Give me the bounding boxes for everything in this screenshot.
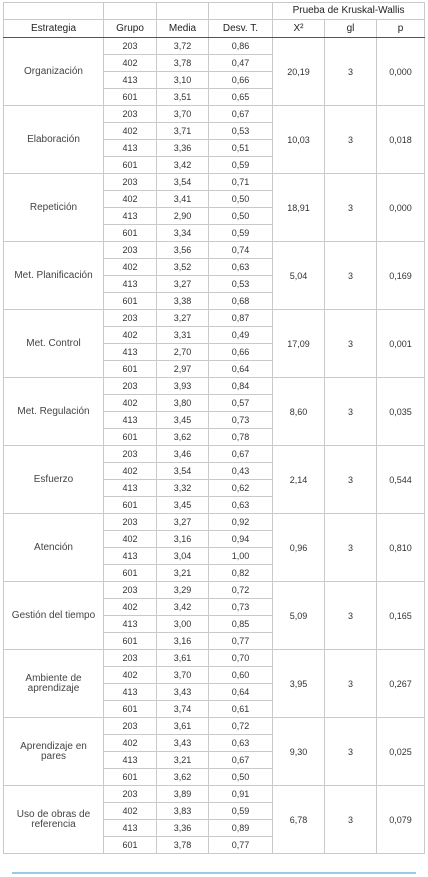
sd-cell: 0,77 [209,633,273,650]
sd-cell: 0,63 [209,259,273,276]
gl-cell: 3 [325,582,377,650]
mean-cell: 3,89 [157,786,209,803]
sd-cell: 0,84 [209,378,273,395]
mean-cell: 3,36 [157,140,209,157]
sd-cell: 0,64 [209,684,273,701]
kruskal-wallis-table [3,2,425,854]
mean-cell: 3,46 [157,446,209,463]
group-cell: 601 [104,293,157,310]
sd-cell: 0,66 [209,72,273,89]
test-group-header: Prueba de Kruskal-Wallis [273,3,425,20]
strategy-name: Esfuerzo [4,446,104,514]
p-cell: 0,079 [377,786,425,854]
mean-cell: 3,51 [157,89,209,106]
group-cell: 203 [104,514,157,531]
sd-cell: 0,70 [209,650,273,667]
table-row [4,650,425,667]
col-header-strategy: Estrategia [4,20,104,38]
group-cell: 601 [104,225,157,242]
mean-cell: 3,93 [157,378,209,395]
sd-cell: 0,73 [209,599,273,616]
group-cell: 402 [104,463,157,480]
col-header-gl: gl [325,20,377,38]
group-cell: 601 [104,769,157,786]
sd-cell: 0,71 [209,174,273,191]
sd-cell: 0,57 [209,395,273,412]
gl-cell: 3 [325,310,377,378]
sd-cell: 0,51 [209,140,273,157]
group-cell: 203 [104,718,157,735]
mean-cell: 3,62 [157,769,209,786]
chi-cell: 5,04 [273,242,325,310]
mean-cell: 3,71 [157,123,209,140]
sd-cell: 0,87 [209,310,273,327]
mean-cell: 3,32 [157,480,209,497]
strategy-name: Uso de obras de referencia [4,786,104,854]
group-cell: 203 [104,786,157,803]
group-cell: 601 [104,361,157,378]
mean-cell: 3,80 [157,395,209,412]
sd-cell: 0,43 [209,463,273,480]
p-cell: 0,544 [377,446,425,514]
chi-cell: 3,95 [273,650,325,718]
group-cell: 402 [104,803,157,820]
strategy-name: Elaboración [4,106,104,174]
mean-cell: 3,10 [157,72,209,89]
sd-cell: 0,74 [209,242,273,259]
table-row [4,242,425,259]
table-row [4,174,425,191]
strategy-name: Aprendizaje en pares [4,718,104,786]
sd-cell: 0,85 [209,616,273,633]
p-cell: 0,025 [377,718,425,786]
group-cell: 413 [104,820,157,837]
sd-cell: 0,78 [209,429,273,446]
table-row [4,378,425,395]
header-row-top [4,3,425,20]
group-cell: 413 [104,752,157,769]
group-cell: 601 [104,565,157,582]
group-cell: 402 [104,395,157,412]
sd-cell: 0,64 [209,361,273,378]
sd-cell: 0,77 [209,837,273,854]
sd-cell: 0,67 [209,446,273,463]
group-cell: 601 [104,633,157,650]
group-cell: 402 [104,123,157,140]
group-cell: 203 [104,310,157,327]
mean-cell: 3,45 [157,497,209,514]
mean-cell: 3,78 [157,55,209,72]
header-row [4,20,425,38]
group-cell: 402 [104,259,157,276]
gl-cell: 3 [325,786,377,854]
mean-cell: 3,70 [157,667,209,684]
table-row [4,786,425,803]
group-cell: 413 [104,684,157,701]
mean-cell: 3,34 [157,225,209,242]
mean-cell: 2,90 [157,208,209,225]
sd-cell: 0,63 [209,497,273,514]
sd-cell: 0,86 [209,38,273,55]
mean-cell: 3,56 [157,242,209,259]
group-cell: 601 [104,701,157,718]
group-cell: 413 [104,276,157,293]
sd-cell: 0,66 [209,344,273,361]
mean-cell: 3,72 [157,38,209,55]
sd-cell: 1,00 [209,548,273,565]
mean-cell: 3,43 [157,735,209,752]
group-cell: 601 [104,429,157,446]
mean-cell: 3,21 [157,752,209,769]
sd-cell: 0,67 [209,106,273,123]
strategy-name: Repetición [4,174,104,242]
table-row [4,582,425,599]
strategy-name: Met. Control [4,310,104,378]
table-row [4,718,425,735]
chi-cell: 5,09 [273,582,325,650]
table-row [4,514,425,531]
strategy-name: Met. Planificación [4,242,104,310]
mean-cell: 3,61 [157,650,209,667]
sd-cell: 0,61 [209,701,273,718]
mean-cell: 3,61 [157,718,209,735]
p-cell: 0,810 [377,514,425,582]
group-cell: 413 [104,208,157,225]
col-header-sd: Desv. T. [209,20,273,38]
sd-cell: 0,49 [209,327,273,344]
group-cell: 203 [104,38,157,55]
table-body [4,38,425,854]
p-cell: 0,000 [377,38,425,106]
sd-cell: 0,92 [209,514,273,531]
gl-cell: 3 [325,650,377,718]
sd-cell: 0,63 [209,735,273,752]
sd-cell: 0,53 [209,123,273,140]
sd-cell: 0,50 [209,769,273,786]
sd-cell: 0,47 [209,55,273,72]
header-blank [209,3,273,20]
mean-cell: 2,70 [157,344,209,361]
col-header-chi: X² [273,20,325,38]
sd-cell: 0,72 [209,718,273,735]
group-cell: 203 [104,446,157,463]
sd-cell: 0,59 [209,225,273,242]
mean-cell: 3,54 [157,463,209,480]
table-row [4,106,425,123]
chi-cell: 6,78 [273,786,325,854]
gl-cell: 3 [325,38,377,106]
mean-cell: 3,52 [157,259,209,276]
col-header-mean: Media [157,20,209,38]
chi-cell: 8,60 [273,378,325,446]
group-cell: 402 [104,667,157,684]
p-cell: 0,035 [377,378,425,446]
group-cell: 402 [104,55,157,72]
group-cell: 402 [104,531,157,548]
mean-cell: 3,00 [157,616,209,633]
sd-cell: 0,60 [209,667,273,684]
sd-cell: 0,68 [209,293,273,310]
table-row [4,310,425,327]
mean-cell: 3,41 [157,191,209,208]
sd-cell: 0,72 [209,582,273,599]
group-cell: 203 [104,582,157,599]
header-blank [157,3,209,20]
gl-cell: 3 [325,446,377,514]
col-header-p: p [377,20,425,38]
mean-cell: 3,43 [157,684,209,701]
group-cell: 402 [104,327,157,344]
group-cell: 601 [104,157,157,174]
group-cell: 413 [104,616,157,633]
gl-cell: 3 [325,514,377,582]
header-blank [104,3,157,20]
group-cell: 203 [104,242,157,259]
sd-cell: 0,50 [209,191,273,208]
strategy-name: Organización [4,38,104,106]
mean-cell: 3,38 [157,293,209,310]
col-header-group: Grupo [104,20,157,38]
sd-cell: 0,53 [209,276,273,293]
group-cell: 413 [104,140,157,157]
mean-cell: 3,16 [157,633,209,650]
sd-cell: 0,67 [209,752,273,769]
mean-cell: 2,97 [157,361,209,378]
p-cell: 0,018 [377,106,425,174]
group-cell: 402 [104,599,157,616]
sd-cell: 0,82 [209,565,273,582]
p-cell: 0,267 [377,650,425,718]
strategy-name: Met. Regulación [4,378,104,446]
group-cell: 203 [104,106,157,123]
gl-cell: 3 [325,174,377,242]
mean-cell: 3,36 [157,820,209,837]
mean-cell: 3,27 [157,310,209,327]
gl-cell: 3 [325,378,377,446]
header-blank [4,3,104,20]
gl-cell: 3 [325,718,377,786]
sd-cell: 0,94 [209,531,273,548]
group-cell: 413 [104,72,157,89]
group-cell: 413 [104,344,157,361]
mean-cell: 3,74 [157,701,209,718]
mean-cell: 3,27 [157,276,209,293]
sd-cell: 0,59 [209,803,273,820]
table-row [4,38,425,55]
group-cell: 601 [104,837,157,854]
chi-cell: 18,91 [273,174,325,242]
mean-cell: 3,62 [157,429,209,446]
mean-cell: 3,45 [157,412,209,429]
chi-cell: 10,03 [273,106,325,174]
group-cell: 203 [104,378,157,395]
strategy-name: Atención [4,514,104,582]
mean-cell: 3,83 [157,803,209,820]
group-cell: 413 [104,412,157,429]
sd-cell: 0,50 [209,208,273,225]
p-cell: 0,165 [377,582,425,650]
group-cell: 601 [104,497,157,514]
group-cell: 601 [104,89,157,106]
group-cell: 413 [104,548,157,565]
table-row [4,446,425,463]
mean-cell: 3,42 [157,599,209,616]
mean-cell: 3,29 [157,582,209,599]
group-cell: 402 [104,191,157,208]
group-cell: 402 [104,735,157,752]
p-cell: 0,169 [377,242,425,310]
chi-cell: 17,09 [273,310,325,378]
gl-cell: 3 [325,242,377,310]
footer-rule [12,872,416,874]
mean-cell: 3,31 [157,327,209,344]
mean-cell: 3,70 [157,106,209,123]
mean-cell: 3,54 [157,174,209,191]
chi-cell: 2,14 [273,446,325,514]
group-cell: 203 [104,174,157,191]
gl-cell: 3 [325,106,377,174]
mean-cell: 3,16 [157,531,209,548]
mean-cell: 3,21 [157,565,209,582]
mean-cell: 3,78 [157,837,209,854]
sd-cell: 0,73 [209,412,273,429]
group-cell: 203 [104,650,157,667]
strategy-name: Gestión del tiempo [4,582,104,650]
sd-cell: 0,62 [209,480,273,497]
mean-cell: 3,42 [157,157,209,174]
sd-cell: 0,65 [209,89,273,106]
chi-cell: 20,19 [273,38,325,106]
sd-cell: 0,91 [209,786,273,803]
group-cell: 413 [104,480,157,497]
sd-cell: 0,59 [209,157,273,174]
sd-cell: 0,89 [209,820,273,837]
p-cell: 0,000 [377,174,425,242]
mean-cell: 3,27 [157,514,209,531]
chi-cell: 9,30 [273,718,325,786]
p-cell: 0,001 [377,310,425,378]
chi-cell: 0,96 [273,514,325,582]
strategy-name: Ambiente de aprendizaje [4,650,104,718]
mean-cell: 3,04 [157,548,209,565]
